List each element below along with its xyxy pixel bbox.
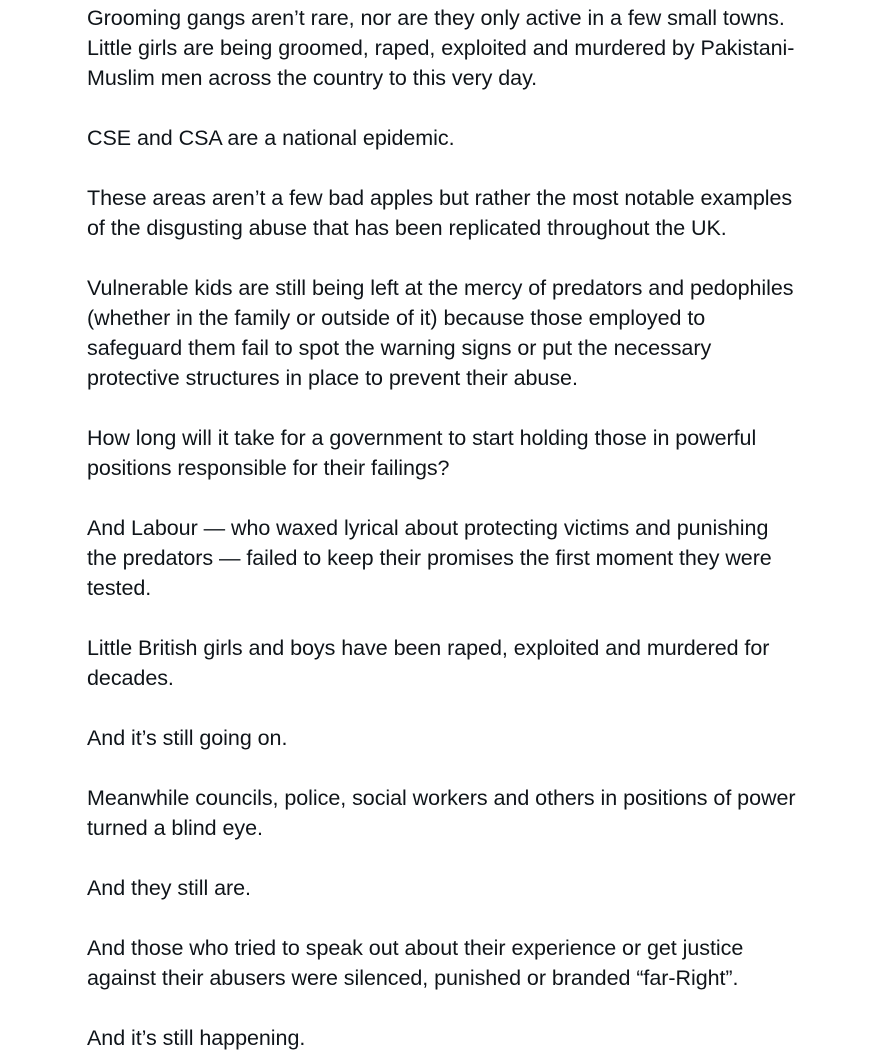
post-text-line: Muslim men across the country to this very day. bbox=[87, 66, 538, 90]
post-text-line: Meanwhile councils, police, social workers and others in positions of power bbox=[87, 786, 796, 810]
post-text-line: turned a blind eye. bbox=[87, 816, 263, 840]
post-paragraph bbox=[87, 123, 872, 153]
post-paragraph bbox=[87, 933, 872, 993]
post-text-line: And it’s still going on. bbox=[87, 726, 288, 750]
post-text-line: the predators — failed to keep their promises the first moment they were bbox=[87, 546, 772, 570]
post-text-line: And Labour — who waxed lyrical about protecting victims and punishing bbox=[87, 516, 769, 540]
post-text-line: against their abusers were silenced, punished or branded “far-Right”. bbox=[87, 966, 739, 990]
post-text-line: decades. bbox=[87, 666, 174, 690]
post-text-line: These areas aren’t a few bad apples but rather the most notable examples bbox=[87, 186, 793, 210]
post-text-line: And those who tried to speak out about their experience or get justice bbox=[87, 936, 744, 960]
post-text-line: tested. bbox=[87, 576, 152, 600]
post-text-line: safeguard them fail to spot the warning signs or put the necessary bbox=[87, 336, 712, 360]
post-paragraph bbox=[87, 513, 872, 603]
post-paragraph bbox=[87, 723, 872, 753]
post-paragraph bbox=[87, 1023, 872, 1053]
post-text-line: (whether in the family or outside of it) because those employed to bbox=[87, 306, 706, 330]
post-paragraph bbox=[87, 3, 872, 93]
post-paragraph bbox=[87, 273, 872, 393]
post-paragraph bbox=[87, 423, 872, 483]
post-text-line: protective structures in place to prevent their abuse. bbox=[87, 366, 578, 390]
post-text-line: How long will it take for a government to start holding those in powerful bbox=[87, 426, 757, 450]
post-text-line: Vulnerable kids are still being left at the mercy of predators and pedophiles bbox=[87, 276, 794, 300]
post-text-line: positions responsible for their failings? bbox=[87, 456, 450, 480]
post-text-line: Grooming gangs aren’t rare, nor are they only active in a few small towns. bbox=[87, 6, 785, 30]
post-paragraph bbox=[87, 783, 872, 843]
post-text-line: And they still are. bbox=[87, 876, 251, 900]
post-text-body bbox=[87, 3, 872, 1053]
post-text-line: Little British girls and boys have been raped, exploited and murdered for bbox=[87, 636, 770, 660]
post-paragraph bbox=[87, 183, 872, 243]
post-paragraph bbox=[87, 873, 872, 903]
post-text-line: of the disgusting abuse that has been replicated throughout the UK. bbox=[87, 216, 727, 240]
post-text-line: And it’s still happening. bbox=[87, 1026, 306, 1050]
post-text-line: CSE and CSA are a national epidemic. bbox=[87, 126, 455, 150]
post-paragraph bbox=[87, 633, 872, 693]
post-text-line: Little girls are being groomed, raped, exploited and murdered by Pakistani- bbox=[87, 36, 795, 60]
